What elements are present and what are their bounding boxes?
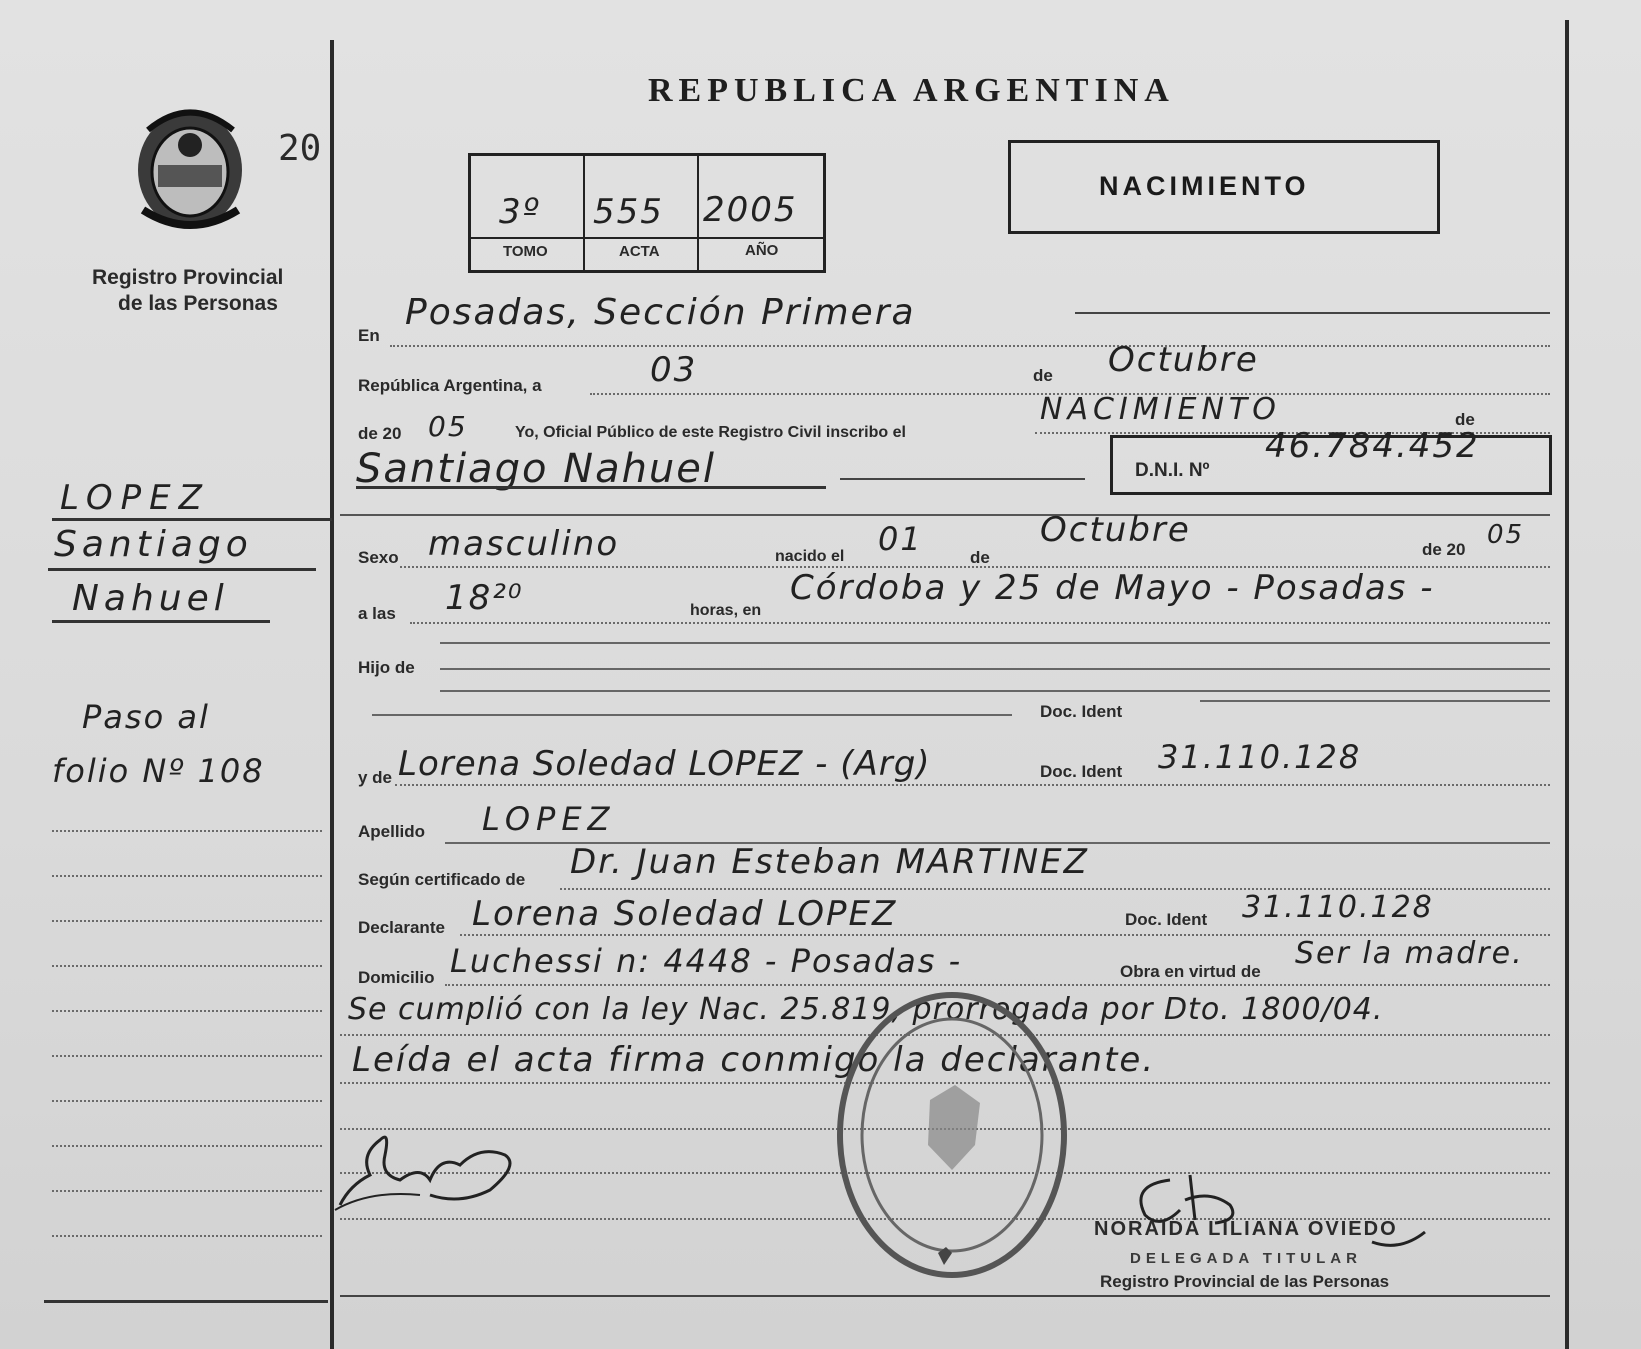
declarante-doc-value: 31.110.128 bbox=[1242, 890, 1434, 925]
child-name-value: Santiago Nahuel bbox=[356, 446, 716, 492]
margin-surname: LOPEZ bbox=[60, 478, 210, 518]
apellido-value: LOPEZ bbox=[482, 800, 616, 838]
domicilio-value: Luchessi n: 4448 - Posadas - bbox=[450, 942, 963, 980]
nacido-label: nacido el bbox=[775, 548, 845, 565]
acta-value: 555 bbox=[593, 192, 664, 232]
place-value: Córdoba y 25 de Mayo - Posadas - bbox=[790, 568, 1435, 608]
inscription-value: NACIMIENTO bbox=[1040, 392, 1281, 427]
declarante-label: Declarante bbox=[358, 918, 445, 937]
record-id-box bbox=[468, 153, 826, 273]
country-title: REPUBLICA ARGENTINA bbox=[648, 72, 1175, 109]
domicilio-label: Domicilio bbox=[358, 968, 435, 987]
margin-note-line2: folio Nº 108 bbox=[52, 752, 265, 790]
birth-day-value: 01 bbox=[878, 520, 923, 558]
registry-name-line2: de las Personas bbox=[118, 292, 278, 315]
republica-label: República Argentina, a bbox=[358, 376, 542, 395]
yde-label: y de bbox=[358, 768, 393, 787]
en-label: En bbox=[358, 326, 380, 345]
tomo-value: 3º bbox=[499, 192, 541, 232]
horas-label: horas, en bbox=[690, 602, 762, 619]
birth-year-value: 05 bbox=[1487, 520, 1525, 550]
year-prefix-label: de 20 bbox=[358, 424, 402, 443]
province-coat-of-arms-icon bbox=[128, 100, 253, 235]
official-name: NORAIDA LILIANA OVIEDO bbox=[1094, 1218, 1398, 1240]
note-line-1: Se cumplió con la ley Nac. 25.819, prorrogada por Dto. 1800/04. bbox=[348, 992, 1384, 1027]
segun-label: Según certificado de bbox=[358, 870, 526, 889]
ano-value: 2005 bbox=[703, 190, 798, 230]
page-number: 20 bbox=[278, 128, 322, 169]
declarante-value: Lorena Soledad LOPEZ bbox=[472, 894, 898, 934]
official-org: Registro Provincial de las Personas bbox=[1100, 1272, 1390, 1291]
mother-value: Lorena Soledad LOPEZ - (Arg) bbox=[398, 744, 931, 784]
birth-month-value: Octubre bbox=[1040, 510, 1191, 550]
dni-box bbox=[1110, 426, 1552, 495]
hijo-label: Hijo de bbox=[358, 658, 415, 677]
margin-given-name-1: Santiago bbox=[54, 524, 253, 565]
sexo-label: Sexo bbox=[358, 548, 399, 567]
record-type-box bbox=[1008, 140, 1440, 234]
day-value: 03 bbox=[650, 350, 698, 390]
year-value: 05 bbox=[428, 410, 468, 443]
ano-label: AÑO bbox=[745, 242, 779, 259]
note-line-2: Leída el acta firma conmigo la declarante. bbox=[352, 1040, 1156, 1080]
doc-ident-label-2: Doc. Ident bbox=[1040, 762, 1123, 781]
de-label-3: de bbox=[970, 548, 990, 567]
dni-label: D.N.I. Nº bbox=[1135, 460, 1210, 481]
declarant-signature bbox=[330, 1125, 530, 1215]
time-value: 18²⁰ bbox=[445, 578, 524, 618]
certifier-value: Dr. Juan Esteban MARTINEZ bbox=[570, 842, 1089, 882]
mother-doc-value: 31.110.128 bbox=[1158, 738, 1362, 776]
alas-label: a las bbox=[358, 604, 396, 623]
margin-note-line1: Paso al bbox=[82, 698, 210, 736]
registry-name-line1: Registro Provincial bbox=[92, 266, 284, 289]
apellido-label: Apellido bbox=[358, 822, 426, 841]
official-title: DELEGADA TITULAR bbox=[1130, 1250, 1362, 1267]
obra-label: Obra en virtud de bbox=[1120, 962, 1261, 981]
margin-given-name-2: Nahuel bbox=[72, 578, 229, 619]
de-label: de bbox=[1033, 366, 1053, 385]
birth-year-label: de 20 bbox=[1422, 540, 1466, 559]
official-name-flourish bbox=[1370, 1222, 1430, 1252]
doc-ident-label-3: Doc. Ident bbox=[1125, 910, 1208, 929]
dni-value: 46.784.452 bbox=[1265, 426, 1480, 466]
sexo-value: masculino bbox=[428, 524, 620, 564]
de-label-2: de bbox=[1455, 410, 1475, 429]
official-seal-stamp bbox=[830, 985, 1075, 1285]
tomo-label: TOMO bbox=[503, 243, 548, 260]
obra-value: Ser la madre. bbox=[1295, 936, 1524, 971]
oficial-label: Yo, Oficial Público de este Registro Civil inscribo el bbox=[515, 424, 906, 441]
record-type: NACIMIENTO bbox=[1099, 171, 1310, 201]
en-value: Posadas, Sección Primera bbox=[405, 292, 916, 333]
acta-label: ACTA bbox=[619, 243, 660, 260]
month-value: Octubre bbox=[1108, 340, 1259, 380]
doc-ident-label: Doc. Ident bbox=[1040, 702, 1123, 721]
right-edge-rule bbox=[1565, 20, 1569, 1349]
